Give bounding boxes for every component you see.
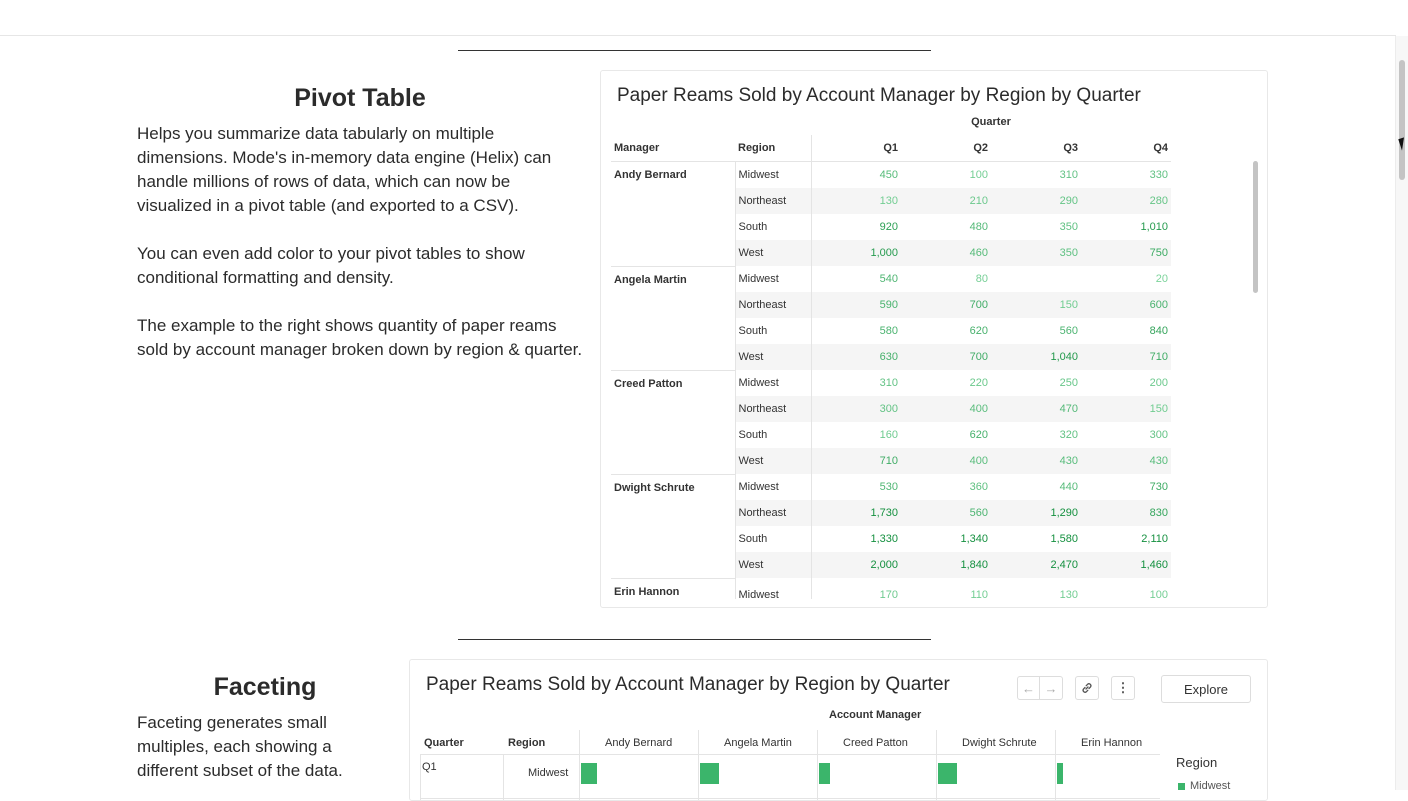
pivot-cell-value: 470 bbox=[991, 396, 1081, 422]
pivot-row bbox=[611, 474, 1171, 500]
facet-row-divider bbox=[420, 798, 1160, 799]
faceting-card bbox=[409, 659, 1268, 801]
pivot-cell-value: 1,460 bbox=[1081, 552, 1171, 578]
pivot-cell-value: 630 bbox=[811, 344, 901, 370]
faceting-card-title: Paper Reams Sold by Account Manager by Region by Quarter bbox=[426, 674, 950, 695]
pivot-cell-value: 200 bbox=[1149, 377, 1168, 389]
pivot-cell-region: Midwest bbox=[735, 370, 811, 396]
facet-header-manager: Creed Patton bbox=[843, 737, 908, 749]
pivot-cell-manager: Creed Patton bbox=[611, 370, 735, 474]
facet-bar[interactable] bbox=[1057, 763, 1063, 784]
explore-button[interactable]: Explore bbox=[1161, 675, 1251, 703]
pivot-cell-value: 2,470 bbox=[991, 552, 1081, 578]
pivot-cell-region: South bbox=[735, 318, 811, 344]
pivot-cell-value: 330 bbox=[1149, 169, 1168, 181]
pivot-cell-region: West bbox=[735, 240, 811, 266]
pivot-cell-value: 80 bbox=[975, 273, 988, 285]
pivot-cell-value: 250 bbox=[1059, 377, 1078, 389]
top-bar bbox=[0, 0, 1396, 36]
pivot-cell-value: 700 bbox=[901, 292, 991, 318]
pivot-cell-region: Northeast bbox=[735, 500, 811, 526]
pivot-cell-region: Midwest bbox=[735, 474, 811, 500]
pivot-cell-value: 220 bbox=[969, 377, 988, 389]
facet-header-region: Region bbox=[508, 737, 546, 749]
pivot-cell-value: 210 bbox=[901, 188, 991, 214]
pivot-cell-value: 130 bbox=[1059, 589, 1078, 599]
pivot-cell-value: 360 bbox=[969, 481, 988, 493]
pivot-cell-region: South bbox=[735, 526, 811, 552]
link-icon[interactable] bbox=[1075, 676, 1099, 700]
pivot-cell-value: 730 bbox=[1149, 481, 1168, 493]
pivot-cell-value: 280 bbox=[1081, 188, 1171, 214]
pivot-cell-value: 540 bbox=[879, 273, 898, 285]
pivot-cell-value: 310 bbox=[1059, 169, 1078, 181]
pivot-cell-region: Northeast bbox=[735, 292, 811, 318]
section-divider bbox=[458, 50, 931, 51]
pivot-cell-value: 350 bbox=[991, 240, 1081, 266]
pivot-cell-value: 440 bbox=[1059, 481, 1078, 493]
facet-header-manager: Andy Bernard bbox=[605, 737, 673, 749]
pivot-cell-value: 100 bbox=[1149, 589, 1168, 599]
pivot-cell-value: 20 bbox=[1155, 273, 1168, 285]
pivot-cell-region: Northeast bbox=[735, 188, 811, 214]
pivot-cell-value: 620 bbox=[969, 429, 988, 441]
pivot-cell-manager: Dwight Schrute bbox=[611, 474, 735, 578]
pivot-cell-value: 300 bbox=[811, 396, 901, 422]
arrow-right-icon[interactable]: → bbox=[1040, 676, 1063, 700]
pivot-cell-manager: Angela Martin bbox=[611, 266, 735, 370]
legend-item-midwest[interactable] bbox=[1178, 780, 1230, 792]
pivot-table-area[interactable] bbox=[611, 109, 1251, 599]
faceting-paragraph: Faceting generates small multiples, each showing a different subset of the data. bbox=[137, 713, 343, 780]
legend-title: Region bbox=[1176, 755, 1218, 770]
pivot-cell-value: 590 bbox=[811, 292, 901, 318]
pivot-cell-region: West bbox=[735, 448, 811, 474]
section-title-pivot: Pivot Table bbox=[294, 84, 426, 112]
pivot-cell-value: 840 bbox=[1149, 325, 1168, 337]
pivot-header-quarter: Q2 bbox=[901, 135, 991, 162]
pivot-cell-value: 460 bbox=[901, 240, 991, 266]
pivot-column-group-label: Quarter bbox=[971, 116, 1011, 128]
pivot-cell-region: Midwest bbox=[735, 578, 811, 599]
pivot-cell-value: 710 bbox=[1081, 344, 1171, 370]
facet-row-quarter: Q1 bbox=[422, 761, 437, 773]
pivot-cell-value: 1,000 bbox=[811, 240, 901, 266]
pivot-cell-manager: Andy Bernard bbox=[611, 162, 735, 267]
pivot-cell-value: 750 bbox=[1081, 240, 1171, 266]
pivot-paragraph-1: Helps you summarize data tabularly on multiple dimensions. Mode's in-memory data engine (Helix) can handle millions of rows of data, which can now be visualized in a pivot table (and exported to a CSV). bbox=[137, 124, 552, 215]
pivot-cell-value: 320 bbox=[1059, 429, 1078, 441]
facet-column-divider bbox=[503, 754, 504, 800]
pivot-header-manager: Manager bbox=[611, 135, 735, 162]
pivot-cell-value: 2,000 bbox=[811, 552, 901, 578]
pivot-cell-value: 1,840 bbox=[901, 552, 991, 578]
pivot-table bbox=[611, 109, 1171, 599]
pivot-cell-value: 2,110 bbox=[1141, 533, 1168, 545]
facet-bar[interactable] bbox=[700, 763, 719, 784]
pivot-cell-manager: Erin Hannon bbox=[611, 578, 735, 599]
pivot-cell-value: 560 bbox=[1059, 325, 1078, 337]
facet-header-manager: Angela Martin bbox=[724, 737, 792, 749]
pivot-cell-region: South bbox=[735, 422, 811, 448]
facet-row-divider bbox=[420, 754, 1160, 755]
pivot-cell-region: Midwest bbox=[735, 266, 811, 292]
facet-bar[interactable] bbox=[938, 763, 957, 784]
pivot-cell-value: 1,010 bbox=[1140, 221, 1168, 233]
pivot-cell-value: 160 bbox=[879, 429, 898, 441]
pivot-card-title: Paper Reams Sold by Account Manager by Region by Quarter bbox=[617, 85, 1141, 106]
pivot-cell-value: 1,040 bbox=[991, 344, 1081, 370]
pivot-cell-value: 170 bbox=[879, 589, 898, 599]
pivot-cell-value: 920 bbox=[879, 221, 898, 233]
pivot-cell-value: 1,580 bbox=[1050, 533, 1078, 545]
pivot-cell-region: Midwest bbox=[735, 162, 811, 189]
pivot-header-quarter: Q1 bbox=[811, 135, 901, 162]
facet-row-region: Midwest bbox=[528, 767, 569, 779]
pivot-row bbox=[611, 266, 1171, 292]
pivot-cell-value: 580 bbox=[879, 325, 898, 337]
pivot-cell-value: 300 bbox=[1149, 429, 1168, 441]
pivot-row bbox=[611, 578, 1171, 599]
pivot-cell-value: 530 bbox=[879, 481, 898, 493]
more-options-icon[interactable]: ⋮ bbox=[1111, 676, 1135, 700]
arrow-left-icon[interactable]: ← bbox=[1017, 676, 1040, 700]
pivot-header-quarter: Q4 bbox=[1081, 135, 1171, 162]
pivot-paragraph-3: The example to the right shows quantity of paper reams sold by account manager broken down by region & quarter. bbox=[137, 316, 583, 359]
pivot-header-region: Region bbox=[735, 135, 811, 162]
pivot-cell-value: 150 bbox=[991, 292, 1081, 318]
pivot-cell-value: 450 bbox=[879, 169, 898, 181]
pivot-cell-value: 560 bbox=[901, 500, 991, 526]
pivot-table-card bbox=[600, 70, 1268, 608]
pivot-cell-value: 150 bbox=[1081, 396, 1171, 422]
pivot-cell-value: 620 bbox=[969, 325, 988, 337]
pivot-cell-value: 430 bbox=[1081, 448, 1171, 474]
facet-bar[interactable] bbox=[819, 763, 830, 784]
pivot-cell-region: South bbox=[735, 214, 811, 240]
pivot-cell-value: 700 bbox=[901, 344, 991, 370]
pivot-header-quarter: Q3 bbox=[991, 135, 1081, 162]
pivot-paragraph-2: You can even add color to your pivot tables to show conditional formatting and density. bbox=[137, 244, 525, 287]
pivot-scrollbar-thumb[interactable] bbox=[1253, 161, 1258, 293]
pivot-cell-value: 400 bbox=[901, 448, 991, 474]
facet-column-group-label: Account Manager bbox=[829, 709, 922, 721]
pivot-cell-value: 290 bbox=[991, 188, 1081, 214]
pivot-cell-region: West bbox=[735, 552, 811, 578]
pivot-row bbox=[611, 370, 1171, 396]
pivot-cell-value: 100 bbox=[969, 169, 988, 181]
pivot-cell-value: 600 bbox=[1081, 292, 1171, 318]
pivot-cell-value: 400 bbox=[901, 396, 991, 422]
facet-bar[interactable] bbox=[581, 763, 597, 784]
section-title-faceting: Faceting bbox=[213, 673, 317, 701]
legend-swatch bbox=[1178, 783, 1185, 790]
pivot-cell-value: 1,340 bbox=[960, 533, 988, 545]
pivot-cell-value: 710 bbox=[811, 448, 901, 474]
pivot-cell-value: 1,290 bbox=[991, 500, 1081, 526]
pivot-cell-region: Northeast bbox=[735, 396, 811, 422]
facet-header-quarter: Quarter bbox=[424, 737, 464, 749]
chart-toolbar bbox=[1017, 676, 1135, 700]
pivot-cell-value: 480 bbox=[969, 221, 988, 233]
page-scrollbar-thumb[interactable] bbox=[1399, 60, 1405, 180]
facet-header-manager: Dwight Schrute bbox=[962, 737, 1037, 749]
pivot-cell-value: 430 bbox=[991, 448, 1081, 474]
pivot-cell-value: 350 bbox=[1059, 221, 1078, 233]
legend-item-label: Midwest bbox=[1190, 780, 1231, 792]
pivot-cell-value: 130 bbox=[811, 188, 901, 214]
pivot-cell-value: 1,330 bbox=[870, 533, 898, 545]
facet-header-manager: Erin Hannon bbox=[1081, 737, 1143, 749]
pivot-cell-region: West bbox=[735, 344, 811, 370]
pivot-cell-value: 110 bbox=[970, 589, 988, 599]
pivot-row bbox=[611, 162, 1171, 189]
pivot-cell-value: 1,730 bbox=[811, 500, 901, 526]
pivot-cell-value: 310 bbox=[879, 377, 898, 389]
facet-column-divider bbox=[420, 754, 421, 800]
section-divider bbox=[458, 639, 931, 640]
pivot-cell-value bbox=[991, 266, 1081, 292]
pivot-cell-value: 830 bbox=[1081, 500, 1171, 526]
